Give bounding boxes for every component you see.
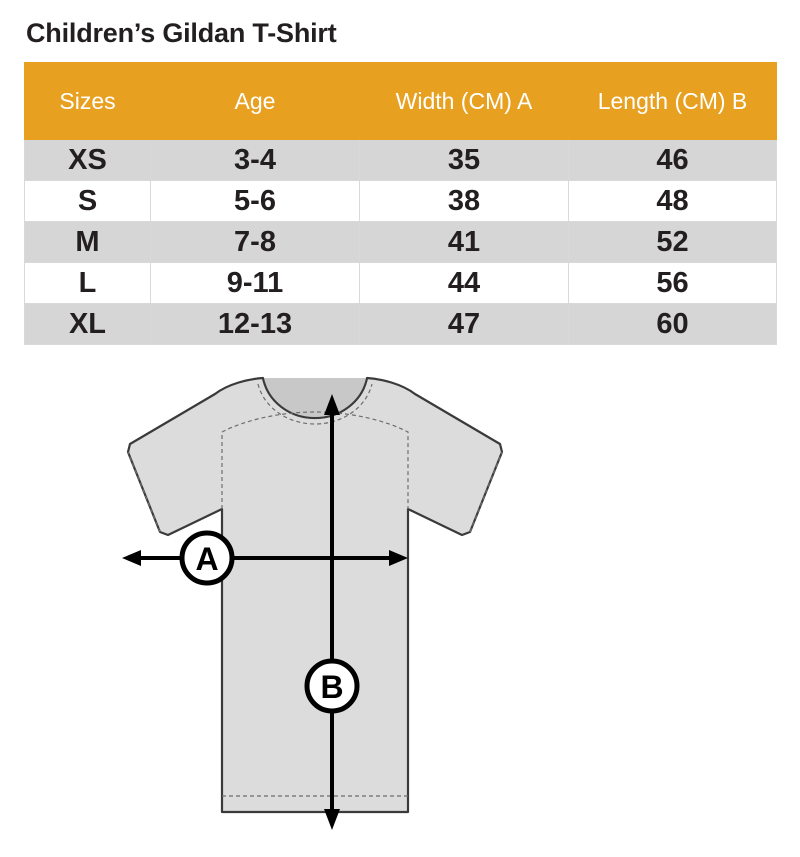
column-header-age: Age bbox=[151, 63, 360, 140]
table-header-row bbox=[25, 63, 777, 140]
column-header-sizes: Sizes bbox=[25, 63, 151, 140]
tshirt-icon bbox=[128, 378, 502, 812]
size-chart-table bbox=[24, 62, 777, 345]
cell-width: 47 bbox=[360, 304, 569, 345]
cell-length: 46 bbox=[569, 140, 777, 181]
cell-length: 56 bbox=[569, 263, 777, 304]
cell-size: XL bbox=[25, 304, 151, 345]
table-row bbox=[25, 140, 777, 181]
cell-width: 38 bbox=[360, 181, 569, 222]
table-row bbox=[25, 263, 777, 304]
cell-age: 5-6 bbox=[151, 181, 360, 222]
cell-width: 35 bbox=[360, 140, 569, 181]
tshirt-measurement-diagram bbox=[0, 372, 800, 857]
cell-length: 52 bbox=[569, 222, 777, 263]
cell-age: 7-8 bbox=[151, 222, 360, 263]
cell-length: 60 bbox=[569, 304, 777, 345]
table-row bbox=[25, 222, 777, 263]
cell-size: M bbox=[25, 222, 151, 263]
cell-size: S bbox=[25, 181, 151, 222]
cell-width: 44 bbox=[360, 263, 569, 304]
cell-size: XS bbox=[25, 140, 151, 181]
page-title: Children’s Gildan T-Shirt bbox=[26, 18, 337, 48]
table-row bbox=[25, 181, 777, 222]
column-header-width: Width (CM) A bbox=[360, 63, 569, 140]
cell-length: 48 bbox=[569, 181, 777, 222]
cell-age: 3-4 bbox=[151, 140, 360, 181]
column-header-length: Length (CM) B bbox=[569, 63, 777, 140]
cell-age: 9-11 bbox=[151, 263, 360, 304]
cell-width: 41 bbox=[360, 222, 569, 263]
table-row bbox=[25, 304, 777, 345]
measure-label-a: A bbox=[195, 541, 219, 577]
measure-label-b: B bbox=[320, 669, 344, 705]
cell-size: L bbox=[25, 263, 151, 304]
cell-age: 12-13 bbox=[151, 304, 360, 345]
